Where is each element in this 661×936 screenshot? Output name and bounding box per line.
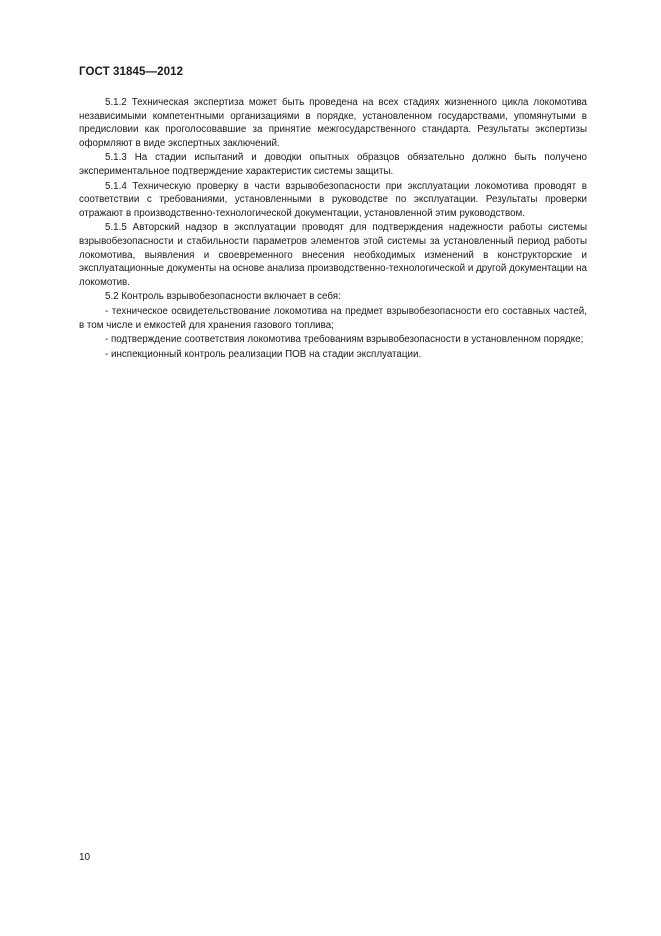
- page-number: 10: [79, 852, 91, 863]
- clause-5-1-2: 5.1.2 Техническая экспертиза может быть проведена на всех стадиях жизненного цикла локомотива независимыми компетентными организациями в порядке, установленном государствами, упомянутыми в предисловии как проголосовавшие за принятие межгосударственного стандарта. Результаты экспертизы оформляют в виде экспертных заключений.: [79, 97, 587, 149]
- document-header: ГОСТ 31845—2012: [79, 66, 184, 78]
- list-item: - техническое освидетельствование локомотива на предмет взрывобезопасности его составных частей, в том числе и емкостей для хранения газового топлива;: [79, 305, 587, 331]
- clause-5-1-3: 5.1.3 На стадии испытаний и доводки опытных образцов обязательно должно быть получено экспериментальное подтверждение характеристик системы защиты.: [79, 152, 587, 177]
- clause-5-1-5: 5.1.5 Авторский надзор в эксплуатации проводят для подтверждения надежности работы системы взрывобезопасности и стабильности параметров элементов этой системы за установленный период работы локомотива, выявления и своевременного внесения необходимых изменений в конструкторские и эксплуатационные документы на основе анализа производственно-технологической и другой документации на локомотив.: [79, 222, 587, 288]
- list-item: - инспекционный контроль реализации ПОВ на стадии эксплуатации.: [105, 348, 422, 360]
- clause-5-2: 5.2 Контроль взрывобезопасности включает в себя:: [105, 291, 341, 303]
- document-body: [79, 96, 587, 362]
- clause-5-1-4: 5.1.4 Техническую проверку в части взрывобезопасности при эксплуатации локомотива проводят в соответствии с требованиями, установленными в руководстве по эксплуатации. Результаты проверки отражают в производственно-технологической документации, установленной этим руководством.: [79, 180, 587, 219]
- list-item: - подтверждение соответствия локомотива требованиям взрывобезопасности в установленном порядке;: [105, 334, 584, 346]
